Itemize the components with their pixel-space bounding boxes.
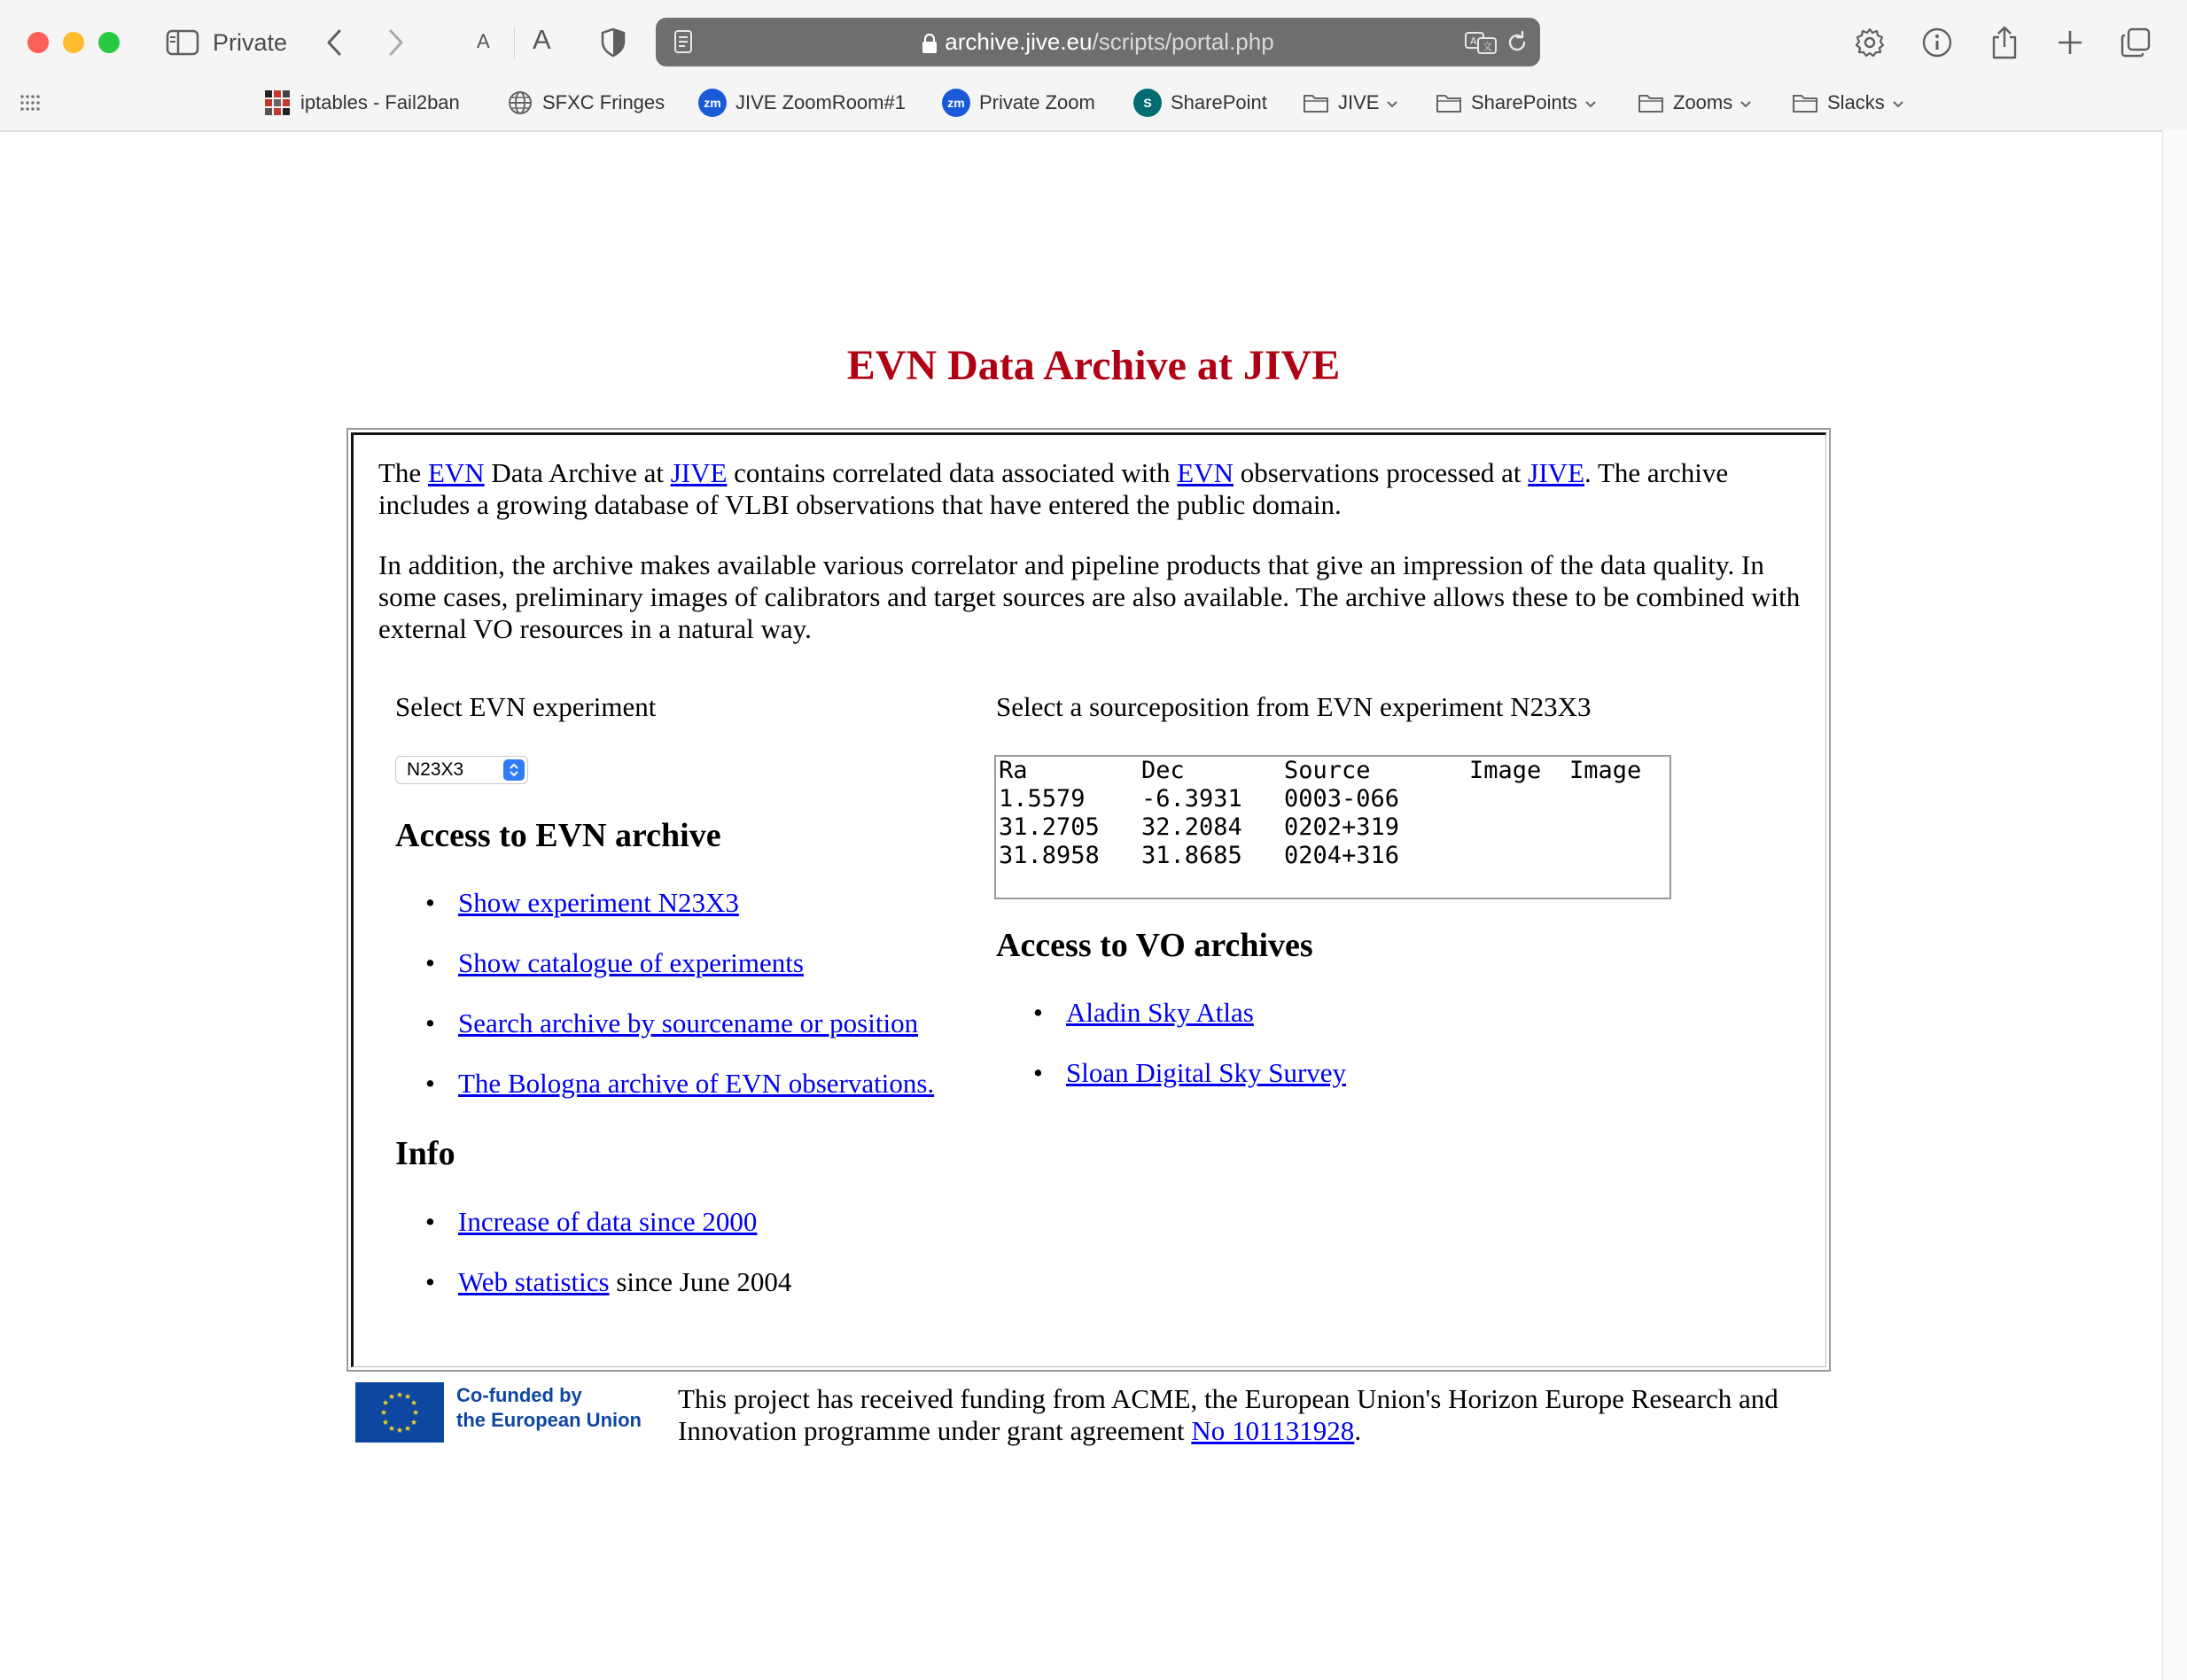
list-item bbox=[998, 1057, 1346, 1117]
address-bar[interactable] bbox=[656, 18, 1540, 66]
bookmark-folder-slacks[interactable] bbox=[1792, 85, 1904, 121]
info-icon[interactable] bbox=[1919, 21, 1955, 64]
bookmark-sfxc-fringes[interactable] bbox=[507, 85, 665, 121]
svg-text:★: ★ bbox=[409, 1419, 418, 1427]
ra-cell: 31.8958 bbox=[999, 842, 1100, 869]
browser-toolbar bbox=[0, 0, 2187, 132]
page-scrollbar[interactable] bbox=[2162, 130, 2187, 1680]
show-catalogue-link[interactable]: Show catalogue of experiments bbox=[458, 947, 804, 978]
select-experiment-label: Select EVN experiment bbox=[395, 691, 657, 722]
bookmark-folder-zooms[interactable] bbox=[1638, 85, 1752, 121]
list-item bbox=[390, 947, 934, 1007]
table-row[interactable] bbox=[999, 813, 1641, 842]
chevron-down-icon bbox=[1386, 91, 1398, 114]
url-host: archive.jive.eu bbox=[945, 28, 1093, 55]
source-cell: 0003-066 bbox=[1284, 785, 1400, 813]
page-title: EVN Data Archive at JIVE bbox=[846, 342, 1341, 389]
list-item bbox=[390, 887, 934, 947]
svg-text:★: ★ bbox=[381, 1419, 390, 1427]
bookmarks-bar bbox=[0, 85, 2187, 121]
apps-grid-icon[interactable] bbox=[19, 85, 43, 121]
source-cell: 0204+316 bbox=[1284, 842, 1400, 869]
svg-text:A: A bbox=[1470, 35, 1477, 47]
font-divider bbox=[514, 27, 515, 58]
settings-gear-icon[interactable] bbox=[1852, 21, 1887, 64]
svg-text:★: ★ bbox=[381, 1399, 390, 1408]
svg-text:文: 文 bbox=[1483, 41, 1492, 52]
bookmark-label: Slacks bbox=[1827, 91, 1885, 113]
sidebar-toggle-icon[interactable] bbox=[163, 21, 202, 64]
bookmark-iptables[interactable] bbox=[263, 85, 460, 121]
translate-icon[interactable] bbox=[1464, 30, 1498, 59]
svg-text:★: ★ bbox=[387, 1393, 396, 1402]
show-experiment-link[interactable]: Show experiment N23X3 bbox=[458, 887, 739, 918]
svg-text:★: ★ bbox=[379, 1409, 388, 1418]
table-row[interactable] bbox=[999, 842, 1641, 870]
intro-paragraph-1: The EVN Data Archive at JIVE contains correlated data associated with EVN observations processed at JIVE. The archive includes a growing database of VLBI observations that have entered the public domain. bbox=[378, 457, 1729, 520]
bookmark-jive-zoomroom[interactable] bbox=[698, 85, 906, 121]
url-path: /scripts/portal.php bbox=[1092, 28, 1274, 55]
bookmark-label: SharePoints bbox=[1471, 91, 1577, 113]
tab-overview-icon[interactable] bbox=[2118, 21, 2153, 64]
globe-icon bbox=[507, 89, 533, 116]
eu-cofunded-label: Co-funded by the European Union bbox=[456, 1384, 642, 1431]
folder-icon bbox=[1303, 92, 1329, 113]
table-header-row bbox=[999, 757, 1641, 785]
ra-cell: 31.2705 bbox=[999, 813, 1100, 841]
evn-link[interactable]: EVN bbox=[1177, 457, 1234, 488]
svg-text:★: ★ bbox=[387, 1425, 396, 1434]
column-header-dec: Dec bbox=[1141, 757, 1185, 784]
chevron-down-icon bbox=[1892, 91, 1904, 114]
bookmark-label: iptables - Fail2ban bbox=[300, 91, 460, 113]
chevron-down-icon bbox=[1739, 91, 1752, 114]
forward-icon[interactable] bbox=[383, 21, 409, 64]
back-icon[interactable] bbox=[321, 21, 347, 64]
eu-flag-icon bbox=[355, 1382, 444, 1443]
list-item bbox=[390, 1068, 934, 1128]
jive-link[interactable]: JIVE bbox=[1528, 457, 1585, 488]
privacy-shield-icon[interactable] bbox=[597, 21, 629, 64]
svg-text:★: ★ bbox=[395, 1391, 404, 1400]
folder-icon bbox=[1638, 92, 1664, 113]
dec-cell: 31.8685 bbox=[1141, 842, 1242, 869]
archive-panel-inner bbox=[351, 432, 1826, 1367]
new-tab-icon[interactable] bbox=[2052, 21, 2088, 64]
url-text[interactable] bbox=[656, 18, 1540, 66]
table-row[interactable] bbox=[999, 785, 1641, 813]
web-statistics-suffix: since June 2004 bbox=[609, 1266, 792, 1297]
grant-agreement-link[interactable]: No 101131928 bbox=[1191, 1415, 1355, 1446]
svg-text:★: ★ bbox=[403, 1393, 412, 1402]
bookmark-sharepoint[interactable] bbox=[1133, 85, 1267, 121]
bologna-archive-link[interactable]: The Bologna archive of EVN observations. bbox=[458, 1068, 935, 1099]
source-cell: 0202+319 bbox=[1284, 813, 1400, 841]
private-label: Private bbox=[213, 29, 288, 56]
bookmark-label: JIVE ZoomRoom#1 bbox=[735, 91, 906, 113]
search-archive-link[interactable]: Search archive by sourcename or position bbox=[458, 1007, 919, 1038]
image-cell bbox=[1569, 785, 1641, 813]
image-cell bbox=[1469, 785, 1569, 813]
evn-archive-links bbox=[390, 887, 934, 1128]
favicon-grid-icon bbox=[263, 89, 292, 117]
bookmark-label: JIVE bbox=[1338, 91, 1380, 113]
sharepoint-logo-icon: S bbox=[1133, 89, 1162, 117]
bookmark-label: SharePoint bbox=[1171, 91, 1267, 113]
evn-link[interactable]: EVN bbox=[427, 457, 485, 488]
experiment-select[interactable] bbox=[395, 756, 528, 784]
bookmark-private-zoom[interactable] bbox=[942, 85, 1095, 121]
increase-of-data-link[interactable]: Increase of data since 2000 bbox=[458, 1206, 758, 1237]
list-item bbox=[390, 1007, 934, 1068]
info-links bbox=[390, 1206, 791, 1326]
dec-cell: -6.3931 bbox=[1141, 785, 1242, 813]
list-item bbox=[390, 1266, 791, 1326]
funding-statement: This project has received funding from ACME, the European Union's Horizon Europe Research and Innovation programme under grant agreement No 101131928. bbox=[678, 1383, 1778, 1446]
chevron-down-icon bbox=[1584, 91, 1597, 114]
source-position-list[interactable] bbox=[994, 755, 1671, 899]
image-cell bbox=[1469, 813, 1569, 842]
folder-icon bbox=[1436, 92, 1462, 113]
window-zoom-button[interactable] bbox=[98, 32, 120, 53]
svg-text:★: ★ bbox=[395, 1427, 404, 1435]
bookmark-label: Private Zoom bbox=[979, 91, 1095, 113]
svg-text:★: ★ bbox=[403, 1425, 412, 1434]
bookmark-folder-jive[interactable] bbox=[1303, 85, 1398, 121]
bookmark-label: Zooms bbox=[1673, 91, 1733, 113]
evn-archive-heading: Access to EVN archive bbox=[395, 817, 721, 854]
experiment-select-value: N23X3 bbox=[407, 759, 464, 780]
dec-cell: 32.2084 bbox=[1141, 813, 1242, 841]
info-heading: Info bbox=[395, 1135, 455, 1172]
reload-icon[interactable] bbox=[1505, 30, 1529, 59]
share-icon[interactable] bbox=[1987, 21, 2022, 64]
image-cell bbox=[1569, 813, 1641, 842]
archive-panel bbox=[346, 428, 1831, 1372]
zoom-logo-icon: zm bbox=[698, 89, 727, 117]
column-header-source: Source bbox=[1284, 757, 1371, 784]
column-header-ra: Ra bbox=[999, 757, 1028, 784]
aladin-sky-atlas-link[interactable]: Aladin Sky Atlas bbox=[1066, 997, 1254, 1028]
source-table bbox=[999, 757, 1641, 870]
window-close-button[interactable] bbox=[27, 32, 49, 53]
column-header-image: Image bbox=[1569, 757, 1642, 784]
jive-link[interactable]: JIVE bbox=[670, 457, 728, 488]
column-header-image: Image bbox=[1469, 757, 1542, 784]
sloan-digital-sky-survey-link[interactable]: Sloan Digital Sky Survey bbox=[1066, 1057, 1347, 1088]
vo-archives-heading: Access to VO archives bbox=[996, 927, 1313, 964]
funding-footer bbox=[346, 1378, 1835, 1458]
folder-icon bbox=[1792, 92, 1818, 113]
list-item bbox=[390, 1206, 791, 1266]
list-item bbox=[998, 997, 1346, 1057]
vo-archive-links bbox=[998, 997, 1346, 1117]
svg-text:★: ★ bbox=[411, 1409, 420, 1418]
select-stepper-icon bbox=[503, 759, 525, 781]
increase-font-button[interactable]: A bbox=[533, 24, 551, 55]
zoom-logo-icon: zm bbox=[942, 89, 970, 117]
svg-text:★: ★ bbox=[409, 1399, 418, 1408]
bookmark-label: SFXC Fringes bbox=[542, 91, 665, 113]
image-cell bbox=[1469, 842, 1569, 870]
intro-paragraph-2: In addition, the archive makes available various correlator and pipeline products that give an impression of the data quality. In some cases, preliminary images of calibrators and target sources are also available. The archive allows these to be combined with external VO resources in a natural way. bbox=[378, 549, 1801, 644]
image-cell bbox=[1569, 842, 1641, 870]
decrease-font-button[interactable]: A bbox=[477, 30, 490, 52]
web-statistics-link[interactable]: Web statistics bbox=[458, 1266, 610, 1297]
ra-cell: 1.5579 bbox=[999, 785, 1086, 813]
bookmark-folder-sharepoints[interactable] bbox=[1436, 85, 1597, 121]
lock-icon bbox=[922, 33, 938, 54]
window-minimize-button[interactable] bbox=[63, 32, 84, 53]
source-position-label: Select a sourceposition from EVN experiment N23X3 bbox=[996, 691, 1592, 722]
